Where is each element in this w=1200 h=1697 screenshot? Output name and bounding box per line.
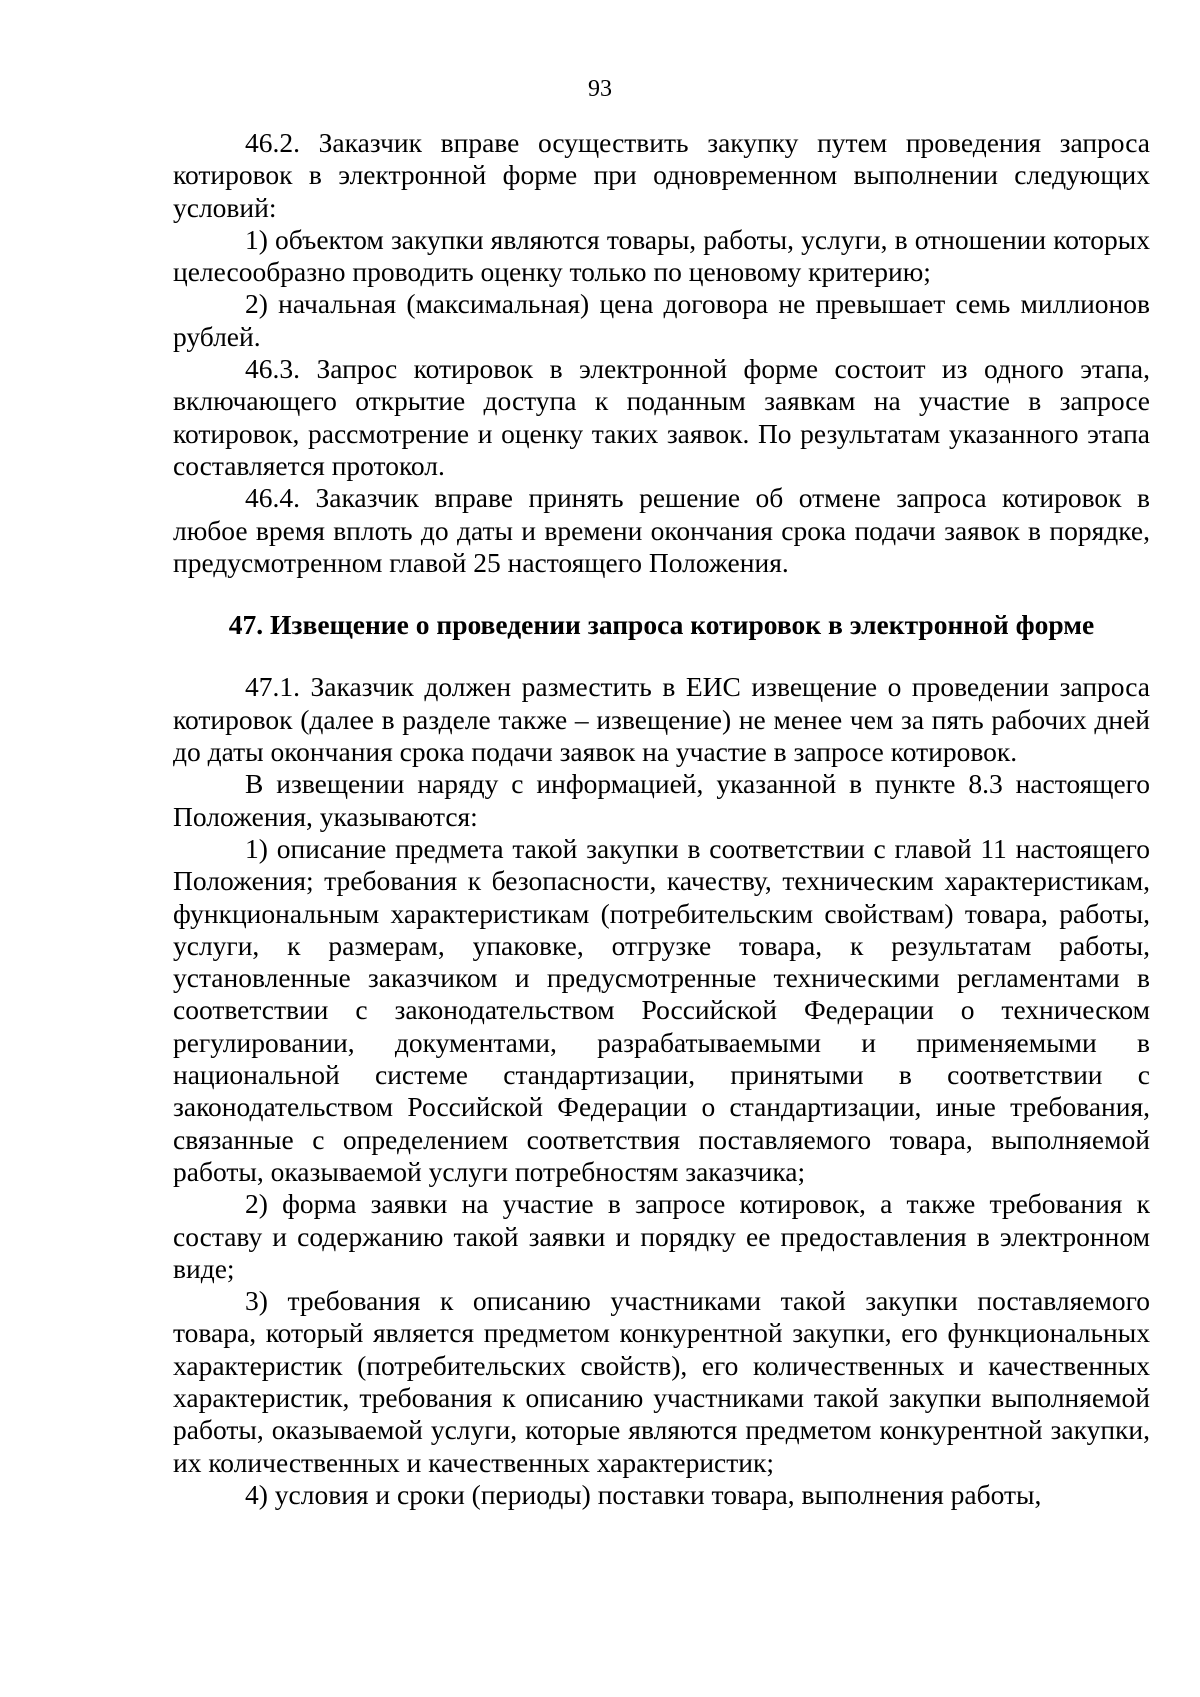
paragraph-notice-item-2: 2) форма заявки на участие в запросе котировок, а также требования к составу и содержанию такой заявки и порядку ее предоставления в электронном виде; [173, 1188, 1150, 1284]
page-number: 93 [588, 76, 612, 102]
paragraph-46-3: 46.3. Запрос котировок в электронной форме состоит из одного этапа, включающего открытие доступа к поданным заявкам на участие в запросе котировок, рассмотрение и оценку таких заявок. По результатам указанного этапа составляется протокол. [173, 353, 1150, 481]
paragraph-46-4: 46.4. Заказчик вправе принять решение об отмене запроса котировок в любое время вплоть до даты и времени окончания срока подачи заявок в порядке, предусмотренном главой 25 настоящего Положения. [173, 482, 1150, 578]
paragraph-46-2-item-2: 2) начальная (максимальная) цена договора не превышает семь миллионов рублей. [173, 288, 1150, 352]
paragraph-notice-item-3: 3) требования к описанию участниками такой закупки поставляемого товара, который является предметом конкурентной закупки, его функциональных характеристик (потребительских свойств), его количественных и качественных характеристик, требования к описанию участниками такой закупки выполняемой работы, оказываемой услуги, которые являются предметом конкурентной закупки, их количественных и качественных характеристик; [173, 1285, 1150, 1478]
paragraph-notice-contents-intro: В извещении наряду с информацией, указанной в пункте 8.3 настоящего Положения, указываются: [173, 768, 1150, 832]
paragraph-notice-item-4: 4) условия и сроки (периоды) поставки товара, выполнения работы, [245, 1478, 1042, 1510]
section-heading-47: 47. Извещение о проведении запроса котировок в электронной форме [228, 609, 1095, 641]
document-body [173, 127, 1150, 1511]
paragraph-notice-item-1: 1) описание предмета такой закупки в соответствии с главой 11 настоящего Положения; требования к безопасности, качеству, техническим характеристикам, функциональным характеристикам (потребительским свойствам) товара, работы, услуги, к размерам, упаковке, отгрузке товара, к результатам работы, установленные заказчиком и предусмотренные техническими регламентами в соответствии с законодательством Российской Федерации о техническом регулировании, документами, разрабатываемыми и применяемыми в национальной системе стандартизации, принятыми в соответствии с законодательством Российской Федерации о стандартизации, иные требования, связанные с определением соответствия поставляемого товара, выполняемой работы, оказываемой услуги потребностям заказчика; [173, 832, 1150, 1187]
paragraph-46-2: 46.2. Заказчик вправе осуществить закупку путем проведения запроса котировок в электронной форме при одновременном выполнении следующих условий: [173, 127, 1150, 223]
paragraph-47-1: 47.1. Заказчик должен разместить в ЕИС извещение о проведении запроса котировок (далее в разделе также – извещение) не менее чем за пять рабочих дней до даты окончания срока подачи заявок на участие в запросе котировок. [173, 671, 1150, 768]
paragraph-46-2-item-1: 1) объектом закупки являются товары, работы, услуги, в отношении которых целесообразно проводить оценку только по ценовому критерию; [173, 223, 1150, 288]
